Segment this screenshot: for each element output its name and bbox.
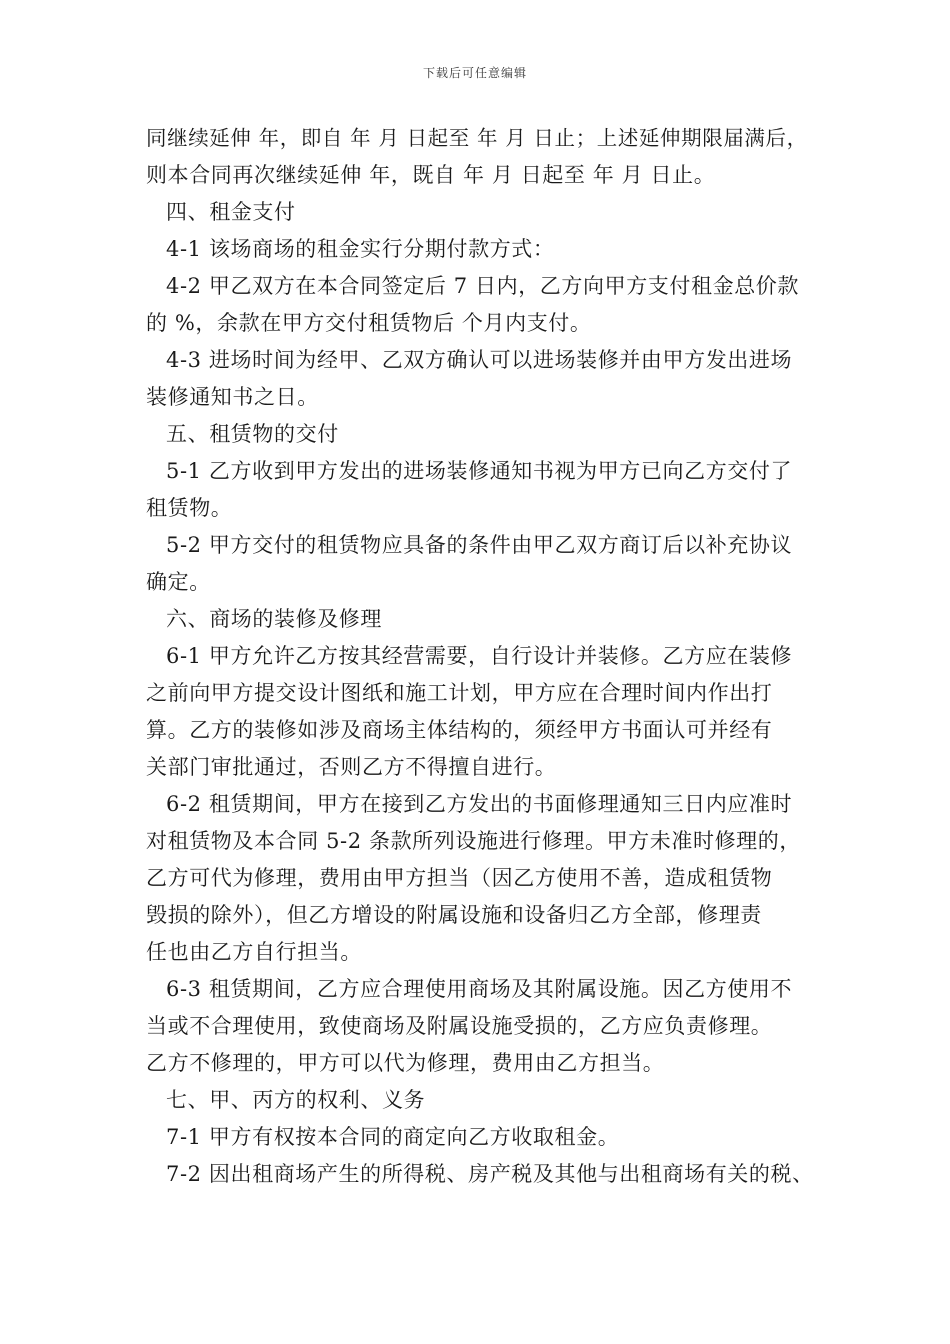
paragraph-line: 6-2 租赁期间，甲方在接到乙方发出的书面修理通知三日内应准时 — [166, 792, 793, 816]
paragraph-line: 六、商场的装修及修理 — [166, 607, 382, 631]
paragraph-line: 7-2 因出租商场产生的所得税、房产税及其他与出租商场有关的税、 — [166, 1162, 814, 1186]
paragraph-line: 4-2 甲乙双方在本合同签定后 7 日内，乙方向甲方支付租金总价款 — [166, 274, 800, 298]
paragraph-line: 4-3 进场时间为经甲、乙双方确认可以进场装修并由甲方发出进场 — [166, 348, 793, 372]
paragraph-line: 6-1 甲方允许乙方按其经营需要，自行设计并装修。乙方应在装修 — [166, 644, 793, 668]
paragraph-line: 同继续延伸 年，即自 年 月 日起至 年 月 日止；上述延伸期限届满后， — [146, 126, 808, 150]
paragraph-line: 当或不合理使用，致使商场及附属设施受损的，乙方应负责修理。 — [146, 1014, 773, 1038]
paragraph-line: 6-3 租赁期间，乙方应合理使用商场及其附属设施。因乙方使用不 — [166, 977, 793, 1001]
paragraph-line: 五、租赁物的交付 — [166, 422, 339, 446]
paragraph-line: 5-2 甲方交付的租赁物应具备的条件由甲乙双方商订后以补充协议 — [166, 533, 793, 557]
paragraph-line: 的 %，余款在甲方交付租赁物后 个月内支付。 — [146, 311, 592, 335]
paragraph-line: 之前向甲方提交设计图纸和施工计划，甲方应在合理时间内作出打 — [146, 681, 773, 705]
paragraph-line: 对租赁物及本合同 5-2 条款所列设施进行修理。甲方未准时修理的， — [146, 829, 801, 853]
paragraph-line: 任也由乙方自行担当。 — [146, 940, 362, 964]
paragraph-line: 5-1 乙方收到甲方发出的进场装修通知书视为甲方已向乙方交付了 — [166, 459, 793, 483]
paragraph-line: 七、甲、丙方的权利、义务 — [166, 1088, 426, 1112]
paragraph-line: 4-1 该场商场的租金实行分期付款方式： — [166, 237, 555, 261]
paragraph-line: 毁损的除外），但乙方增设的附属设施和设备归乙方全部，修理责 — [146, 903, 762, 927]
paragraph-line: 租赁物。 — [146, 496, 233, 520]
paragraph-line: 7-1 甲方有权按本合同的商定向乙方收取租金。 — [166, 1125, 620, 1149]
paragraph-line: 四、租金支付 — [166, 200, 296, 224]
paragraph-line: 装修通知书之日。 — [146, 385, 319, 409]
paragraph-line: 关部门审批通过，否则乙方不得擅自进行。 — [146, 755, 557, 779]
paragraph-line: 乙方可代为修理，费用由甲方担当（因乙方使用不善，造成租赁物 — [146, 866, 773, 890]
paragraph-line: 算。乙方的装修如涉及商场主体结构的，须经甲方书面认可并经有 — [146, 718, 773, 742]
paragraph-line: 乙方不修理的，甲方可以代为修理，费用由乙方担当。 — [146, 1051, 665, 1075]
document-body — [146, 120, 822, 1193]
paragraph-line: 则本合同再次继续延伸 年，既自 年 月 日起至 年 月 日止。 — [146, 163, 716, 187]
paragraph-line: 确定。 — [146, 570, 211, 594]
page-header: 下载后可任意编辑 — [422, 66, 527, 80]
